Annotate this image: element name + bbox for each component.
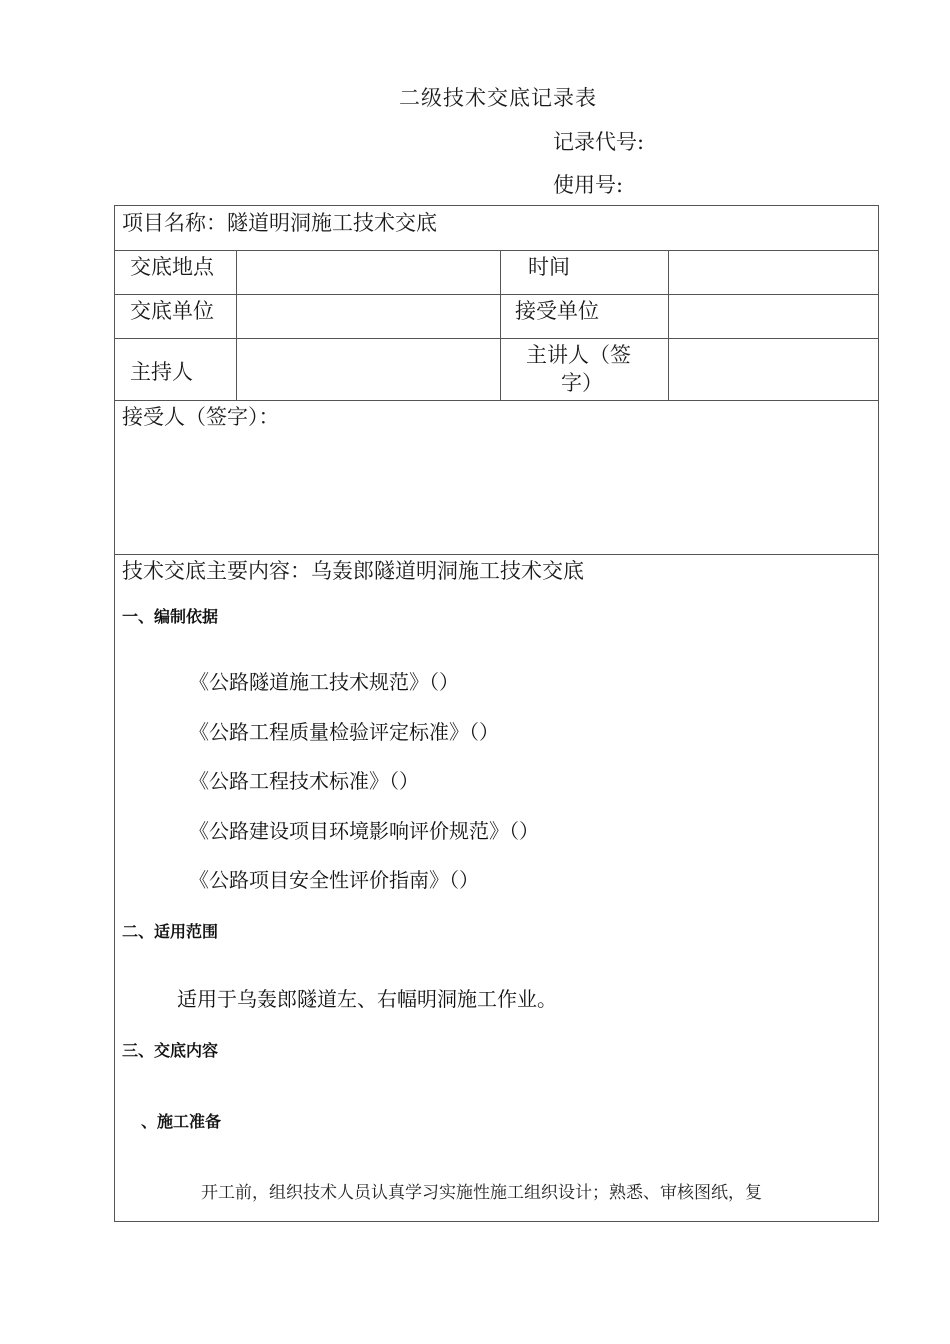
reference-item: 《公路工程技术标准》（） — [189, 769, 419, 793]
speaker-label-line2: 字） — [561, 371, 603, 395]
preparation-text: 开工前，组织技术人员认真学习实施性施工组织设计；熟悉、审核图纸，复 — [201, 1183, 762, 1203]
unit-label: 交底单位 — [130, 299, 214, 323]
page-title: 二级技术交底记录表 — [399, 86, 597, 110]
section-heading-basis: 一、编制依据 — [122, 607, 219, 626]
main-content-label: 技术交底主要内容：乌轰郎隧道明洞施工技术交底 — [122, 559, 584, 583]
section-heading-scope: 二、适用范围 — [122, 922, 219, 941]
reference-item: 《公路建设项目环境影响评价规范》（） — [189, 819, 539, 843]
unit-value-field[interactable] — [237, 295, 499, 337]
column-divider — [500, 250, 501, 400]
subsection-heading-preparation: 、施工准备 — [141, 1112, 222, 1131]
time-label: 时间 — [528, 255, 570, 279]
host-value-field[interactable] — [237, 339, 499, 399]
record-code-label: 记录代号: — [553, 130, 645, 154]
speaker-signature-field[interactable] — [669, 339, 878, 399]
usage-no-label: 使用号: — [553, 173, 624, 197]
receiving-unit-value-field[interactable] — [669, 295, 878, 337]
speaker-label-line1: 主讲人（签 — [526, 343, 631, 367]
receiving-unit-label: 接受单位 — [515, 299, 599, 323]
receiver-signature-area[interactable] — [115, 434, 878, 552]
reference-item: 《公路隧道施工技术规范》（） — [189, 670, 459, 694]
section-heading-content: 三、交底内容 — [122, 1041, 219, 1060]
time-value-field[interactable] — [669, 251, 878, 293]
project-name: 项目名称：隧道明洞施工技术交底 — [122, 211, 437, 235]
row-divider — [115, 554, 878, 555]
host-label: 主持人 — [130, 360, 193, 384]
reference-item: 《公路工程质量检验评定标准》（） — [189, 720, 499, 744]
location-label: 交底地点 — [130, 255, 214, 279]
receiver-label: 接受人（签字）： — [122, 405, 280, 429]
disclosure-form — [114, 205, 879, 1222]
reference-item: 《公路项目安全性评价指南》（） — [189, 868, 479, 892]
scope-text: 适用于乌轰郎隧道左、右幅明洞施工作业。 — [177, 987, 557, 1011]
row-divider — [115, 400, 878, 401]
location-value-field[interactable] — [237, 251, 499, 293]
